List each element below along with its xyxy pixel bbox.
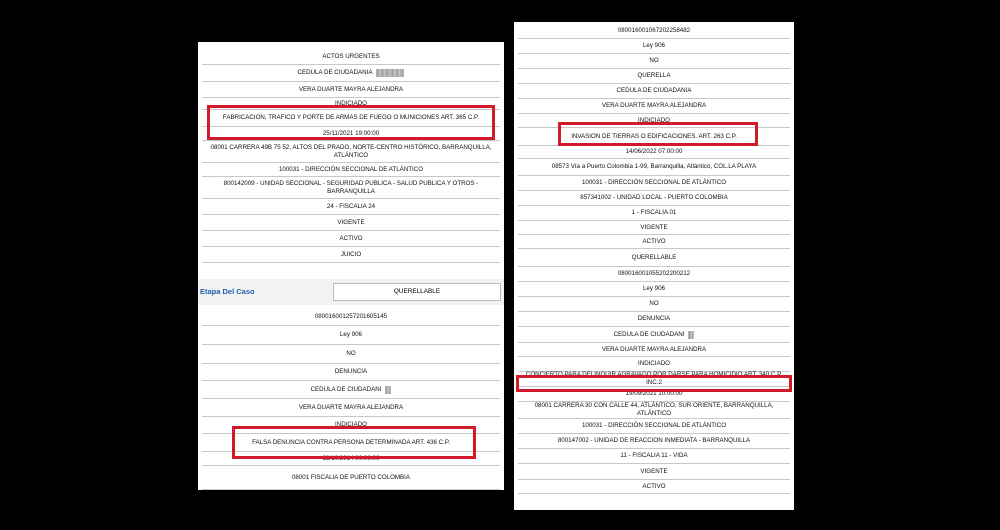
field-value: ACTIVO bbox=[642, 482, 666, 490]
field-value: JUICIO bbox=[340, 250, 362, 258]
field-row bbox=[202, 177, 500, 199]
highlight-box-art-436 bbox=[232, 426, 476, 459]
field-row bbox=[518, 191, 790, 206]
field-value: 24 - FISCALIA 24 bbox=[326, 202, 376, 210]
field-row bbox=[202, 199, 500, 215]
field-value: VERA DUARTE MAYRA ALEJANDRA bbox=[601, 345, 707, 353]
field-value: 100031 - DIRECCIÓN SECCIONAL DE ATLÁNTICO bbox=[581, 422, 727, 429]
field-value: NO bbox=[649, 300, 659, 307]
field-value: CEDULA DE CIUDADANIA bbox=[297, 69, 373, 76]
field-row bbox=[518, 84, 790, 99]
field-value: FALSA DENUNCIA CONTRA PERSONA DETERMINADA ART. 436 C.P. bbox=[252, 438, 450, 446]
field-value: INDICIADO bbox=[335, 421, 367, 428]
field-row bbox=[202, 82, 500, 98]
field-value: 800147002 - UNIDAD DE REACCION INMEDIATA - BARRANQUILLA bbox=[557, 437, 751, 444]
field-value: 080016001257201605145 bbox=[314, 312, 388, 320]
field-value: 08001 FISCALIA DE PUERTO COLOMBIA bbox=[291, 473, 411, 481]
field-row bbox=[518, 54, 790, 69]
redacted-value bbox=[376, 69, 404, 77]
field-row bbox=[518, 176, 790, 191]
field-value: CONCIERTO PARA DELINQUIR AGRAVADO POR DARSE PARA HOMICIDIO ART. 340 C.P. INC.2 bbox=[525, 371, 783, 386]
field-value: DENUNCIA bbox=[637, 315, 671, 322]
field-row bbox=[202, 65, 500, 82]
field-row bbox=[202, 466, 500, 490]
field-value: Ley 906 bbox=[339, 331, 363, 338]
field-value: INVASION DE TIERRAS O EDIFICACIONES. ART. 263 C.P. bbox=[571, 132, 737, 140]
field-value: VERA DUARTE MAYRA ALEJANDRA bbox=[298, 403, 404, 411]
field-row bbox=[518, 449, 790, 464]
field-row bbox=[202, 215, 500, 231]
field-row bbox=[202, 381, 500, 399]
field-row bbox=[518, 282, 790, 297]
etapa-value-box: QUERELLABLE bbox=[333, 283, 501, 301]
field-row bbox=[518, 343, 790, 357]
field-row bbox=[518, 235, 790, 249]
field-value: 14/06/2022 07:00:00 bbox=[625, 148, 683, 155]
field-row bbox=[518, 480, 790, 494]
field-row bbox=[518, 159, 790, 176]
field-row bbox=[518, 357, 790, 372]
field-value: FABRICACION, TRAFICO Y PORTE DE ARMAS DE FUEGO O MUNICIONES ART. 365 C.P. bbox=[222, 114, 480, 121]
field-value: CEDULA DE CIUDADANI bbox=[310, 385, 382, 393]
field-value: 19/09/2021 10:00:00 bbox=[625, 390, 683, 397]
field-value: 857341002 - UNIDAD LOCAL - PUERTO COLOMBIA bbox=[580, 194, 728, 201]
field-row bbox=[518, 402, 790, 419]
field-value: CEDULA DE CIUDADANI bbox=[613, 330, 685, 338]
field-row bbox=[202, 399, 500, 417]
field-value: 1 - FISCALIA 01 bbox=[631, 209, 677, 216]
redacted-value bbox=[385, 386, 391, 394]
field-row bbox=[518, 146, 790, 159]
field-row bbox=[202, 345, 500, 364]
field-row bbox=[518, 464, 790, 480]
field-value: ACTIVO bbox=[642, 237, 666, 245]
field-value: INDICIADO bbox=[335, 99, 367, 107]
etapa-del-caso-label: Etapa Del Caso bbox=[200, 287, 255, 296]
field-row bbox=[518, 249, 790, 267]
field-value: INDICIADO bbox=[638, 360, 670, 367]
field-value: 08001 CARRERA 30 CON CALLE 44, ATLÁNTICO, SUR ORIENTE, BARRANQUILLA, ATLÁNTICO bbox=[534, 402, 774, 417]
field-row bbox=[518, 206, 790, 221]
highlight-box-art-340 bbox=[516, 375, 792, 392]
right-record-panel bbox=[514, 22, 794, 510]
field-row bbox=[518, 221, 790, 235]
field-value: QUERELLABLE bbox=[631, 253, 677, 261]
left-record-panel bbox=[198, 42, 504, 490]
field-value: 08001 CARRERA 49B 75 52, ALTOS DEL PRADO, NORTE-CENTRO HISTÓRICO, BARRANQUILLA, ATLÁNTICO bbox=[210, 143, 492, 159]
highlight-box-art-263 bbox=[558, 122, 758, 146]
field-value: 22/10/2014 00:00:00 bbox=[322, 454, 380, 462]
field-value: ACTOS URGENTES bbox=[322, 53, 380, 60]
field-value: VERA DUARTE MAYRA ALEJANDRA bbox=[601, 102, 707, 109]
field-row bbox=[518, 434, 790, 449]
field-value: 25/11/2021 19:00:00 bbox=[322, 129, 380, 137]
field-row bbox=[518, 69, 790, 84]
field-value: VIGENTE bbox=[337, 218, 365, 226]
field-row bbox=[518, 297, 790, 312]
field-value: NO bbox=[346, 350, 356, 357]
field-value: 080016001055202200212 bbox=[617, 270, 691, 277]
field-value: VIGENTE bbox=[640, 467, 668, 475]
field-value: ACTIVO bbox=[339, 234, 363, 242]
field-value: 800142009 - UNIDAD SECCIONAL - SEGURIDAD PUBLICA - SALUD PUBLICA Y OTROS - BARRANQUILLA bbox=[223, 179, 479, 195]
field-row bbox=[518, 39, 790, 54]
field-value: Ley 906 bbox=[642, 285, 666, 292]
field-value: 08573 Vía a Puerto Colombia 1-99, Barranquilla, Atlántico, COL.LA PLAYA bbox=[551, 163, 757, 170]
field-row bbox=[518, 99, 790, 114]
field-value: Ley 906 bbox=[642, 42, 666, 49]
field-value: QUERELLA bbox=[637, 72, 671, 79]
field-value: 080016001067202258482 bbox=[617, 27, 691, 34]
field-row bbox=[202, 50, 500, 65]
field-row bbox=[518, 419, 790, 434]
field-row bbox=[518, 327, 790, 343]
field-row bbox=[202, 141, 500, 163]
field-row bbox=[518, 24, 790, 39]
highlight-box-art-365 bbox=[207, 105, 495, 140]
field-row bbox=[202, 163, 500, 177]
field-row bbox=[202, 247, 500, 263]
field-value: INDICIADO bbox=[638, 116, 670, 124]
field-row bbox=[518, 267, 790, 282]
field-row bbox=[202, 308, 500, 326]
field-value: VIGENTE bbox=[640, 223, 668, 231]
field-row bbox=[518, 312, 790, 327]
redacted-value bbox=[688, 331, 694, 339]
field-value: VERA DUARTE MAYRA ALEJANDRA bbox=[298, 85, 404, 93]
field-value: DENUNCIA bbox=[334, 368, 368, 375]
field-row bbox=[202, 364, 500, 381]
field-row bbox=[202, 326, 500, 345]
field-row bbox=[202, 231, 500, 247]
field-value: NO bbox=[649, 57, 659, 64]
field-value: 100031 - DIRECCIÓN SECCIONAL DE ATLÁNTICO bbox=[581, 179, 727, 186]
field-value: CEDULA DE CIUDADANIA bbox=[616, 87, 692, 94]
field-value: 11 - FISCALIA 11 - VIDA bbox=[620, 452, 688, 459]
field-value: 100031 - DIRECCIÓN SECCIONAL DE ATLÁNTICO bbox=[278, 165, 424, 173]
